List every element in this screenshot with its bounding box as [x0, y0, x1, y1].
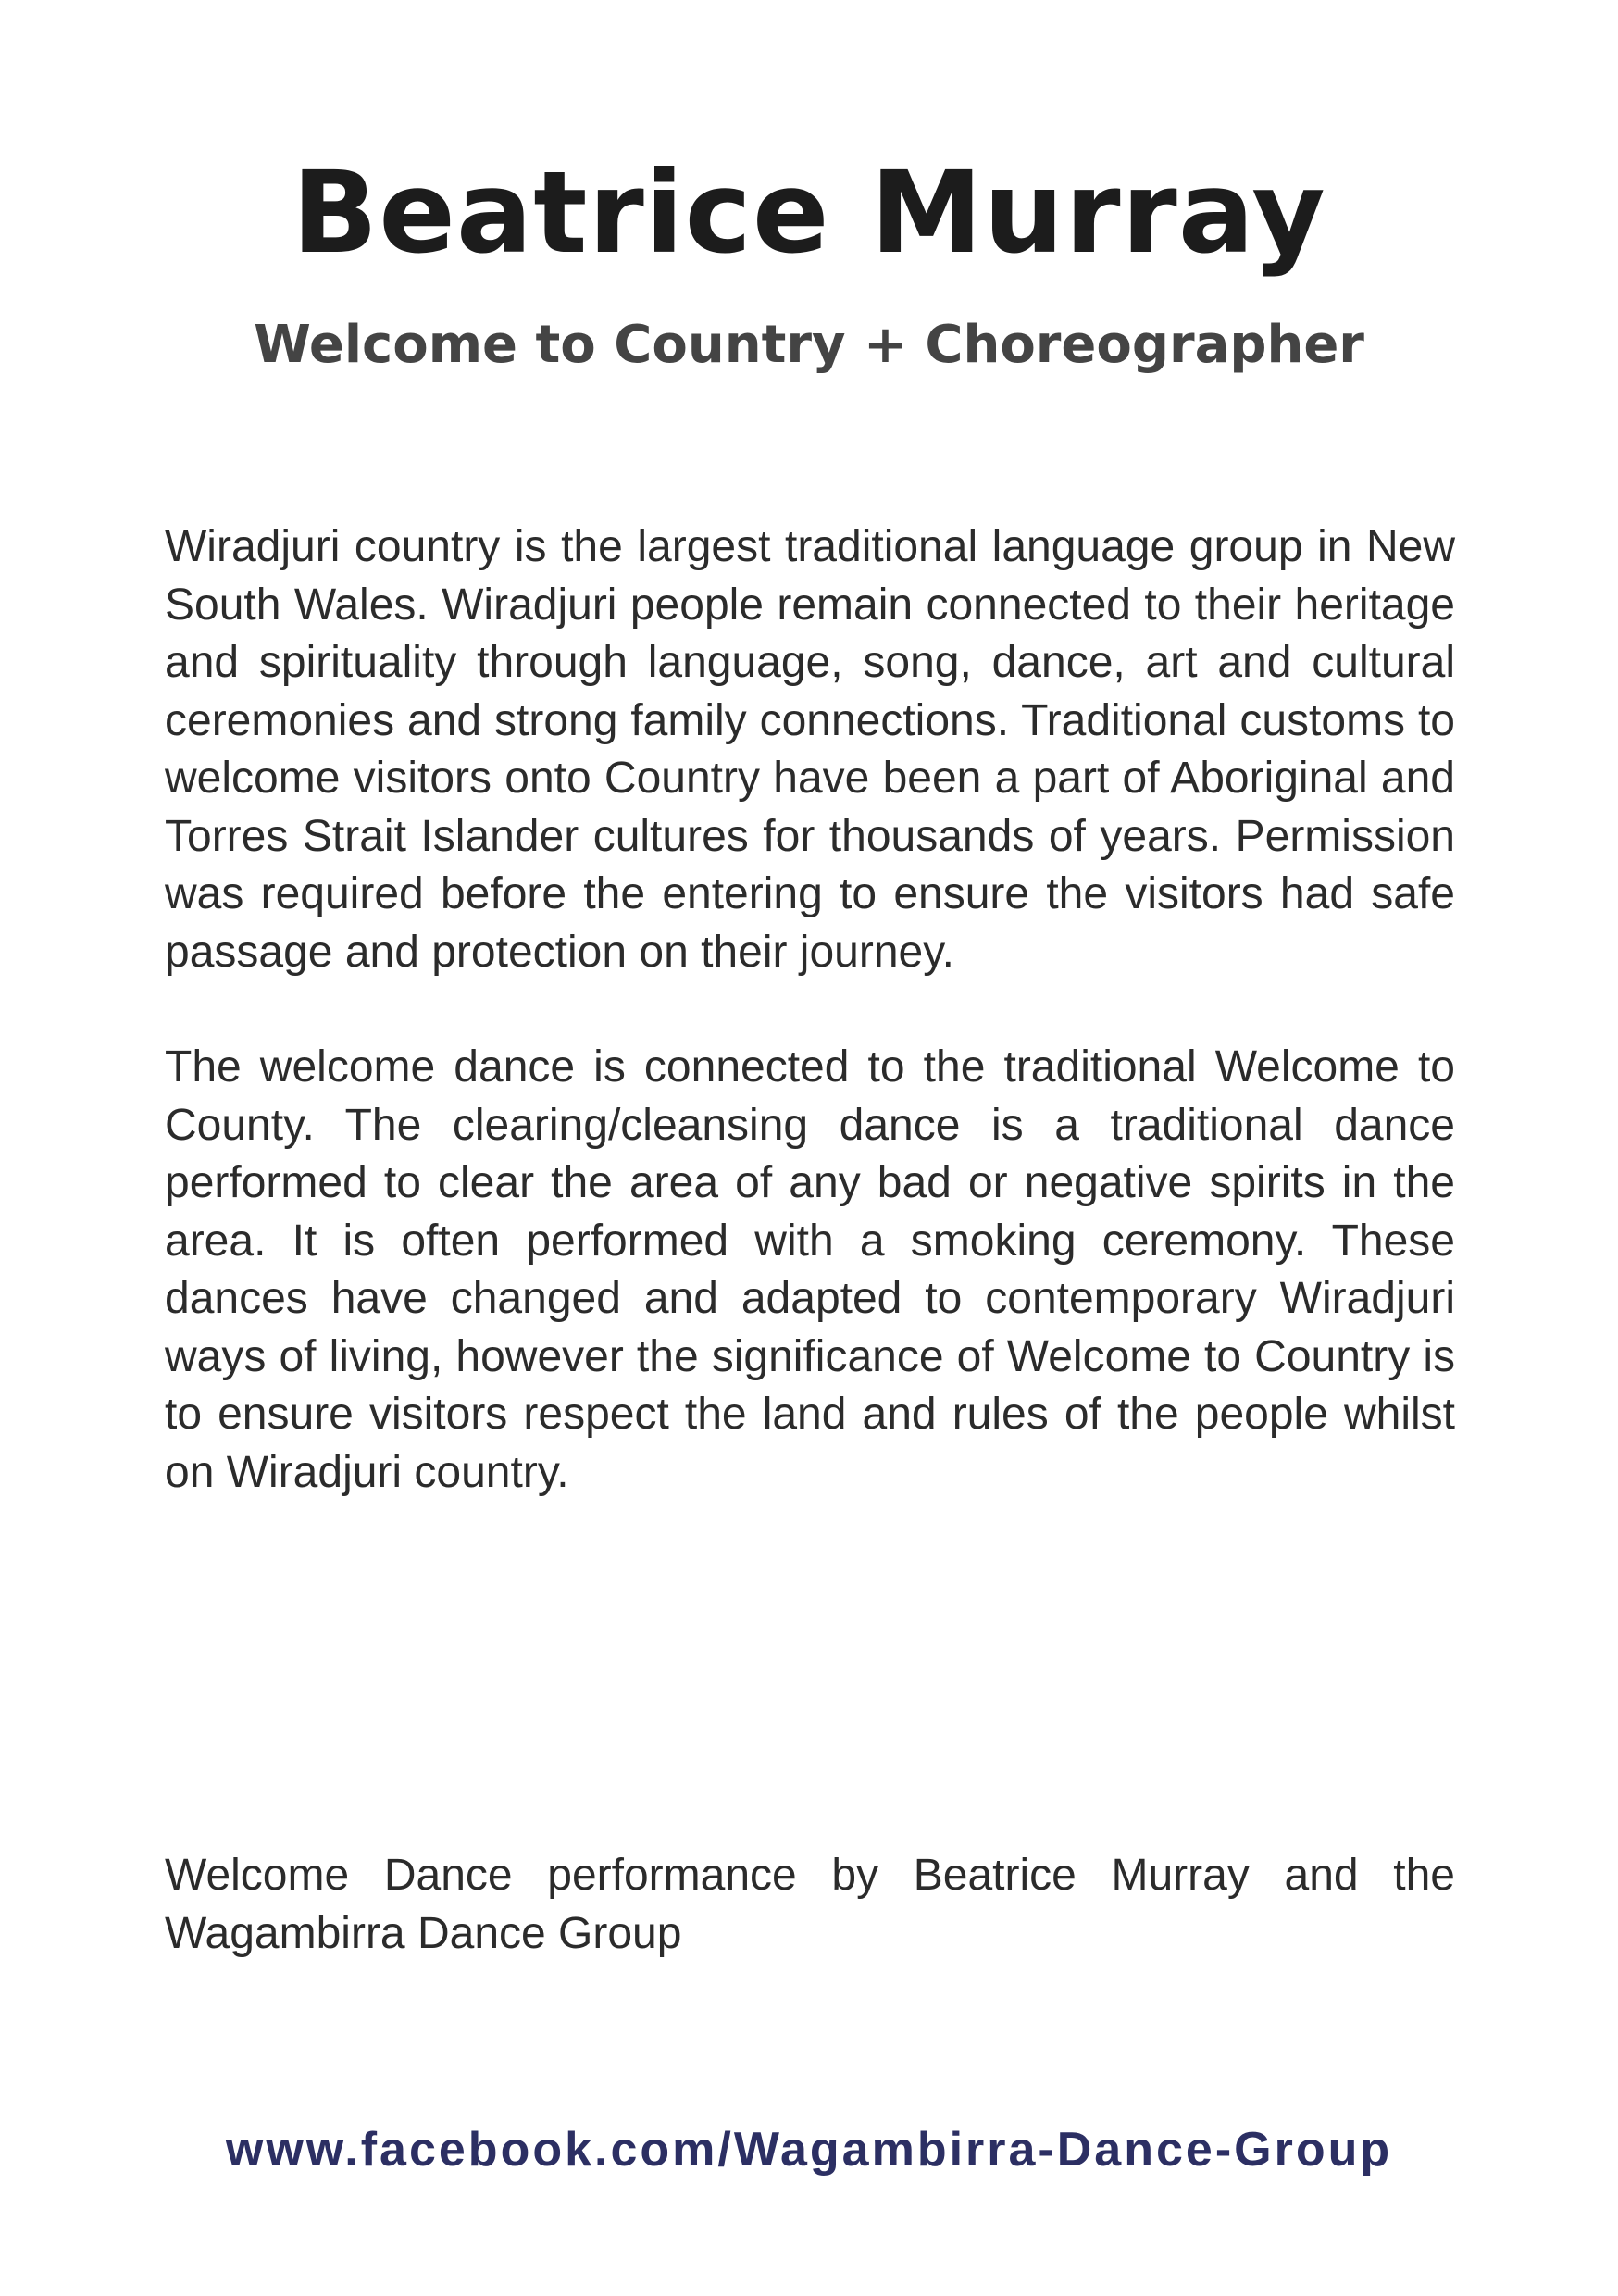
page-subtitle: Welcome to Country + Choreographer — [254, 315, 1364, 375]
paragraph-wiradjuri-country: Wiradjuri country is the largest traditional language group in New South Wales. Wiradjuri people remain connected to their heritage and spirituality through language, song, dance, art and cultural ceremonies and strong family connections. Traditional customs to welcome visitors onto Country have been a part of Aboriginal and Torres Strait Islander cultures for thousands of years. Permission was required before the entering to ensure the visitors had safe passage and protection on their journey. — [165, 522, 1455, 977]
facebook-link[interactable]: www.facebook.com/Wagambirra-Dance-Group — [225, 2123, 1393, 2177]
paragraph-welcome-dance: The welcome dance is connected to the traditional Welcome to County. The clearing/cleansing dance is a traditional dance performed to clear the area of any bad or negative spirits in the area. It is often performed with a smoking ceremony. These dances have changed and adapted to contemporary Wiradjuri ways of living, however the significance of Welcome to Country is to ensure visitors respect the land and rules of the people whilst on Wiradjuri country. — [165, 1042, 1455, 1497]
page-title: Beatrice Murray — [292, 147, 1326, 279]
paragraph-performance-credit: Welcome Dance performance by Beatrice Murray and the Wagambirra Dance Group — [165, 1851, 1455, 1958]
